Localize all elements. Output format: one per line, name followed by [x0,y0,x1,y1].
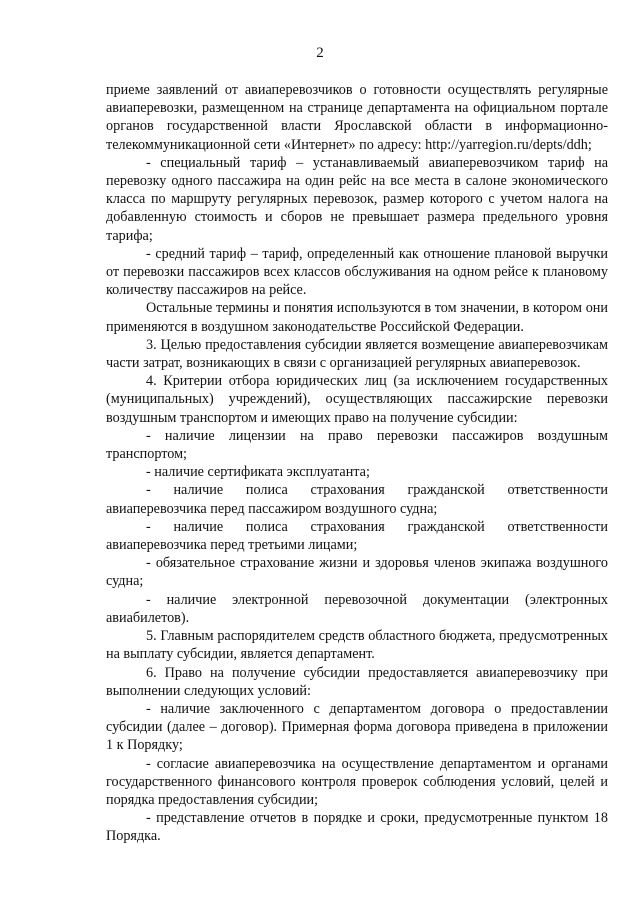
paragraph: - наличие лицензии на право перевозки пассажиров воздушным транспортом; [106,427,608,463]
page-number: 2 [316,45,324,61]
document-body [106,81,608,846]
paragraph: приеме заявлений от авиаперевозчиков о готовности осуществлять регулярные авиаперевозки, размещенном на странице департамента на официальном портале органов государственной власти Ярославской области в информационно-телекоммуникационной сети «Интернет» по адресу: http://yarregion.ru/depts/ddh; [106,82,608,153]
paragraph: - наличие сертификата эксплуатанта; [146,464,370,481]
paragraph: - наличие заключенного с департаментом договора о предоставлении субсидии (далее – договор). Примерная форма договора приведена в приложении 1 к Порядку; [106,700,608,754]
paragraph: 4. Критерии отбора юридических лиц (за исключением государственных (муниципальных) учреждений), осуществляющих пассажирские перевозки воздушным транспортом и имеющих право на получение субсидии: [106,373,608,426]
paragraph: - специальный тариф – устанавливаемый авиаперевозчиком тариф на перевозку одного пассажира на один рейс на все места в салоне экономического класса по маршруту регулярных перевозок, размер которого с учетом налога на добавленную стоимость и сборов не превышает размера предельного уровня тарифа; [106,154,608,244]
paragraph: - наличие электронной перевозочной документации (электронных авиабилетов). [106,591,608,626]
paragraph: - средний тариф – тариф, определенный как отношение плановой выручки от перевозки пассажиров всех классов обслуживания на одном рейсе к плановому количеству пассажиров на рейсе. [106,245,608,299]
paragraph: 3. Целью предоставления субсидии является возмещение авиаперевозчикам части затрат, возникающих в связи с организацией регулярных авиаперевозок. [106,336,608,372]
paragraph: 6. Право на получение субсидии предоставляется авиаперевозчику при выполнении следующих условий: [106,664,608,699]
paragraph: - обязательное страхование жизни и здоровья членов экипажа воздушного судна; [106,555,608,590]
paragraph: Остальные термины и понятия используются в том значении, в котором они применяются в воздушном законодательстве Российской Федерации. [106,300,608,335]
paragraph: - представление отчетов в порядке и сроки, предусмотренные пунктом 18 Порядка. [106,810,608,845]
paragraph: 5. Главным распорядителем средств областного бюджета, предусмотренных на выплату субсидии, является департамент. [106,628,608,663]
paragraph: - согласие авиаперевозчика на осуществление департаментом и органами государственного финансового контроля проверок соблюдения условий, целей и порядка предоставления субсидии; [106,755,608,808]
paragraph: - наличие полиса страхования гражданской ответственности авиаперевозчика перед пассажиром воздушного судна; [106,482,608,517]
paragraph: - наличие полиса страхования гражданской ответственности авиаперевозчика перед третьими лицами; [106,518,608,554]
